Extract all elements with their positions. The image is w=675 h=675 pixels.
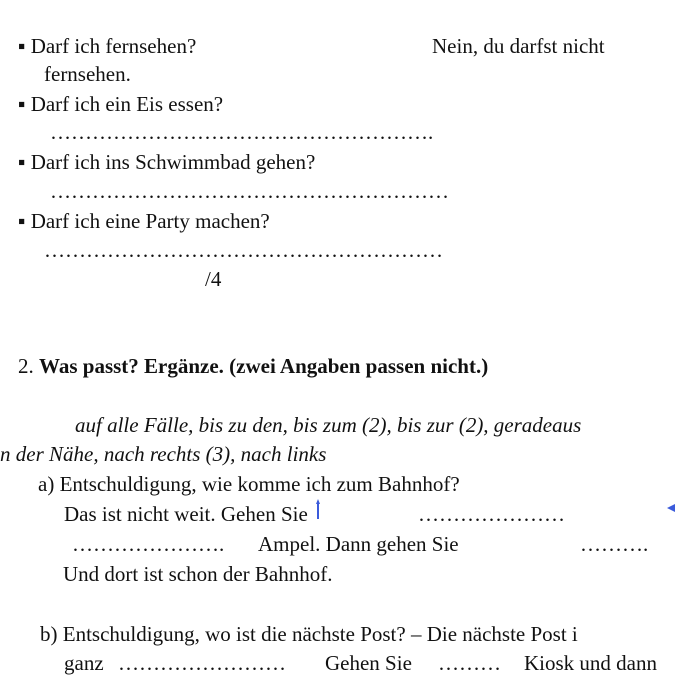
answer-1-line-2: fernsehen. (44, 62, 131, 86)
word-bank-line-2: n der Nähe, nach rechts (3), nach links (0, 442, 327, 466)
answer-2-blank[interactable]: ………………………………………………. (50, 120, 434, 144)
section-2-title: Was passt? Ergänze. (zwei Angaben passen nicht.) (39, 354, 489, 378)
section-2-number: 2. (18, 354, 34, 378)
word-bank-line-1: auf alle Fälle, bis zu den, bis zum (2), bis zur (2), geradeaus (75, 413, 582, 437)
part-a-line-3-text: Ampel. Dann gehen Sie (258, 532, 459, 556)
part-a-line-2: Das ist nicht weit. Gehen Sie (64, 502, 308, 526)
part-b-question: b) Entschuldigung, wo ist die nächste Post? – Die nächste Post i (40, 622, 578, 646)
part-b-line-2-start: ganz (64, 651, 104, 675)
part-b-line-2-mid: Gehen Sie (325, 651, 412, 675)
part-b-blank-1[interactable]: …………………… (118, 651, 286, 675)
question-3: ▪ Darf ich ins Schwimmbad gehen? (18, 150, 316, 174)
answer-3-blank[interactable]: ………………………………………………… (50, 179, 449, 203)
question-1: ▪ Darf ich fernsehen? (18, 34, 197, 58)
answer-1-line-1: Nein, du darfst nicht (432, 34, 605, 58)
section-1-score: /4 (205, 267, 222, 291)
part-a-blank-1[interactable]: ………………… (418, 502, 565, 526)
answer-4-blank[interactable]: ………………………………………………… (44, 238, 443, 262)
part-a-blank-2[interactable]: …………………. (72, 532, 225, 556)
question-2: ▪ Darf ich ein Eis essen? (18, 92, 224, 116)
part-a-blank-3[interactable]: ………. (580, 532, 649, 556)
part-b-line-2-end: Kiosk und dann (524, 651, 657, 675)
edge-arrow-icon (667, 504, 675, 512)
section-2-heading (18, 356, 488, 377)
question-4: ▪ Darf ich eine Party machen? (18, 209, 270, 233)
part-b-blank-2[interactable]: ……… (438, 651, 501, 675)
part-a-line-4: Und dort ist schon der Bahnhof. (63, 562, 333, 586)
cursor-marker (316, 499, 320, 519)
part-a-question: a) Entschuldigung, wie komme ich zum Bahnhof? (38, 472, 460, 496)
